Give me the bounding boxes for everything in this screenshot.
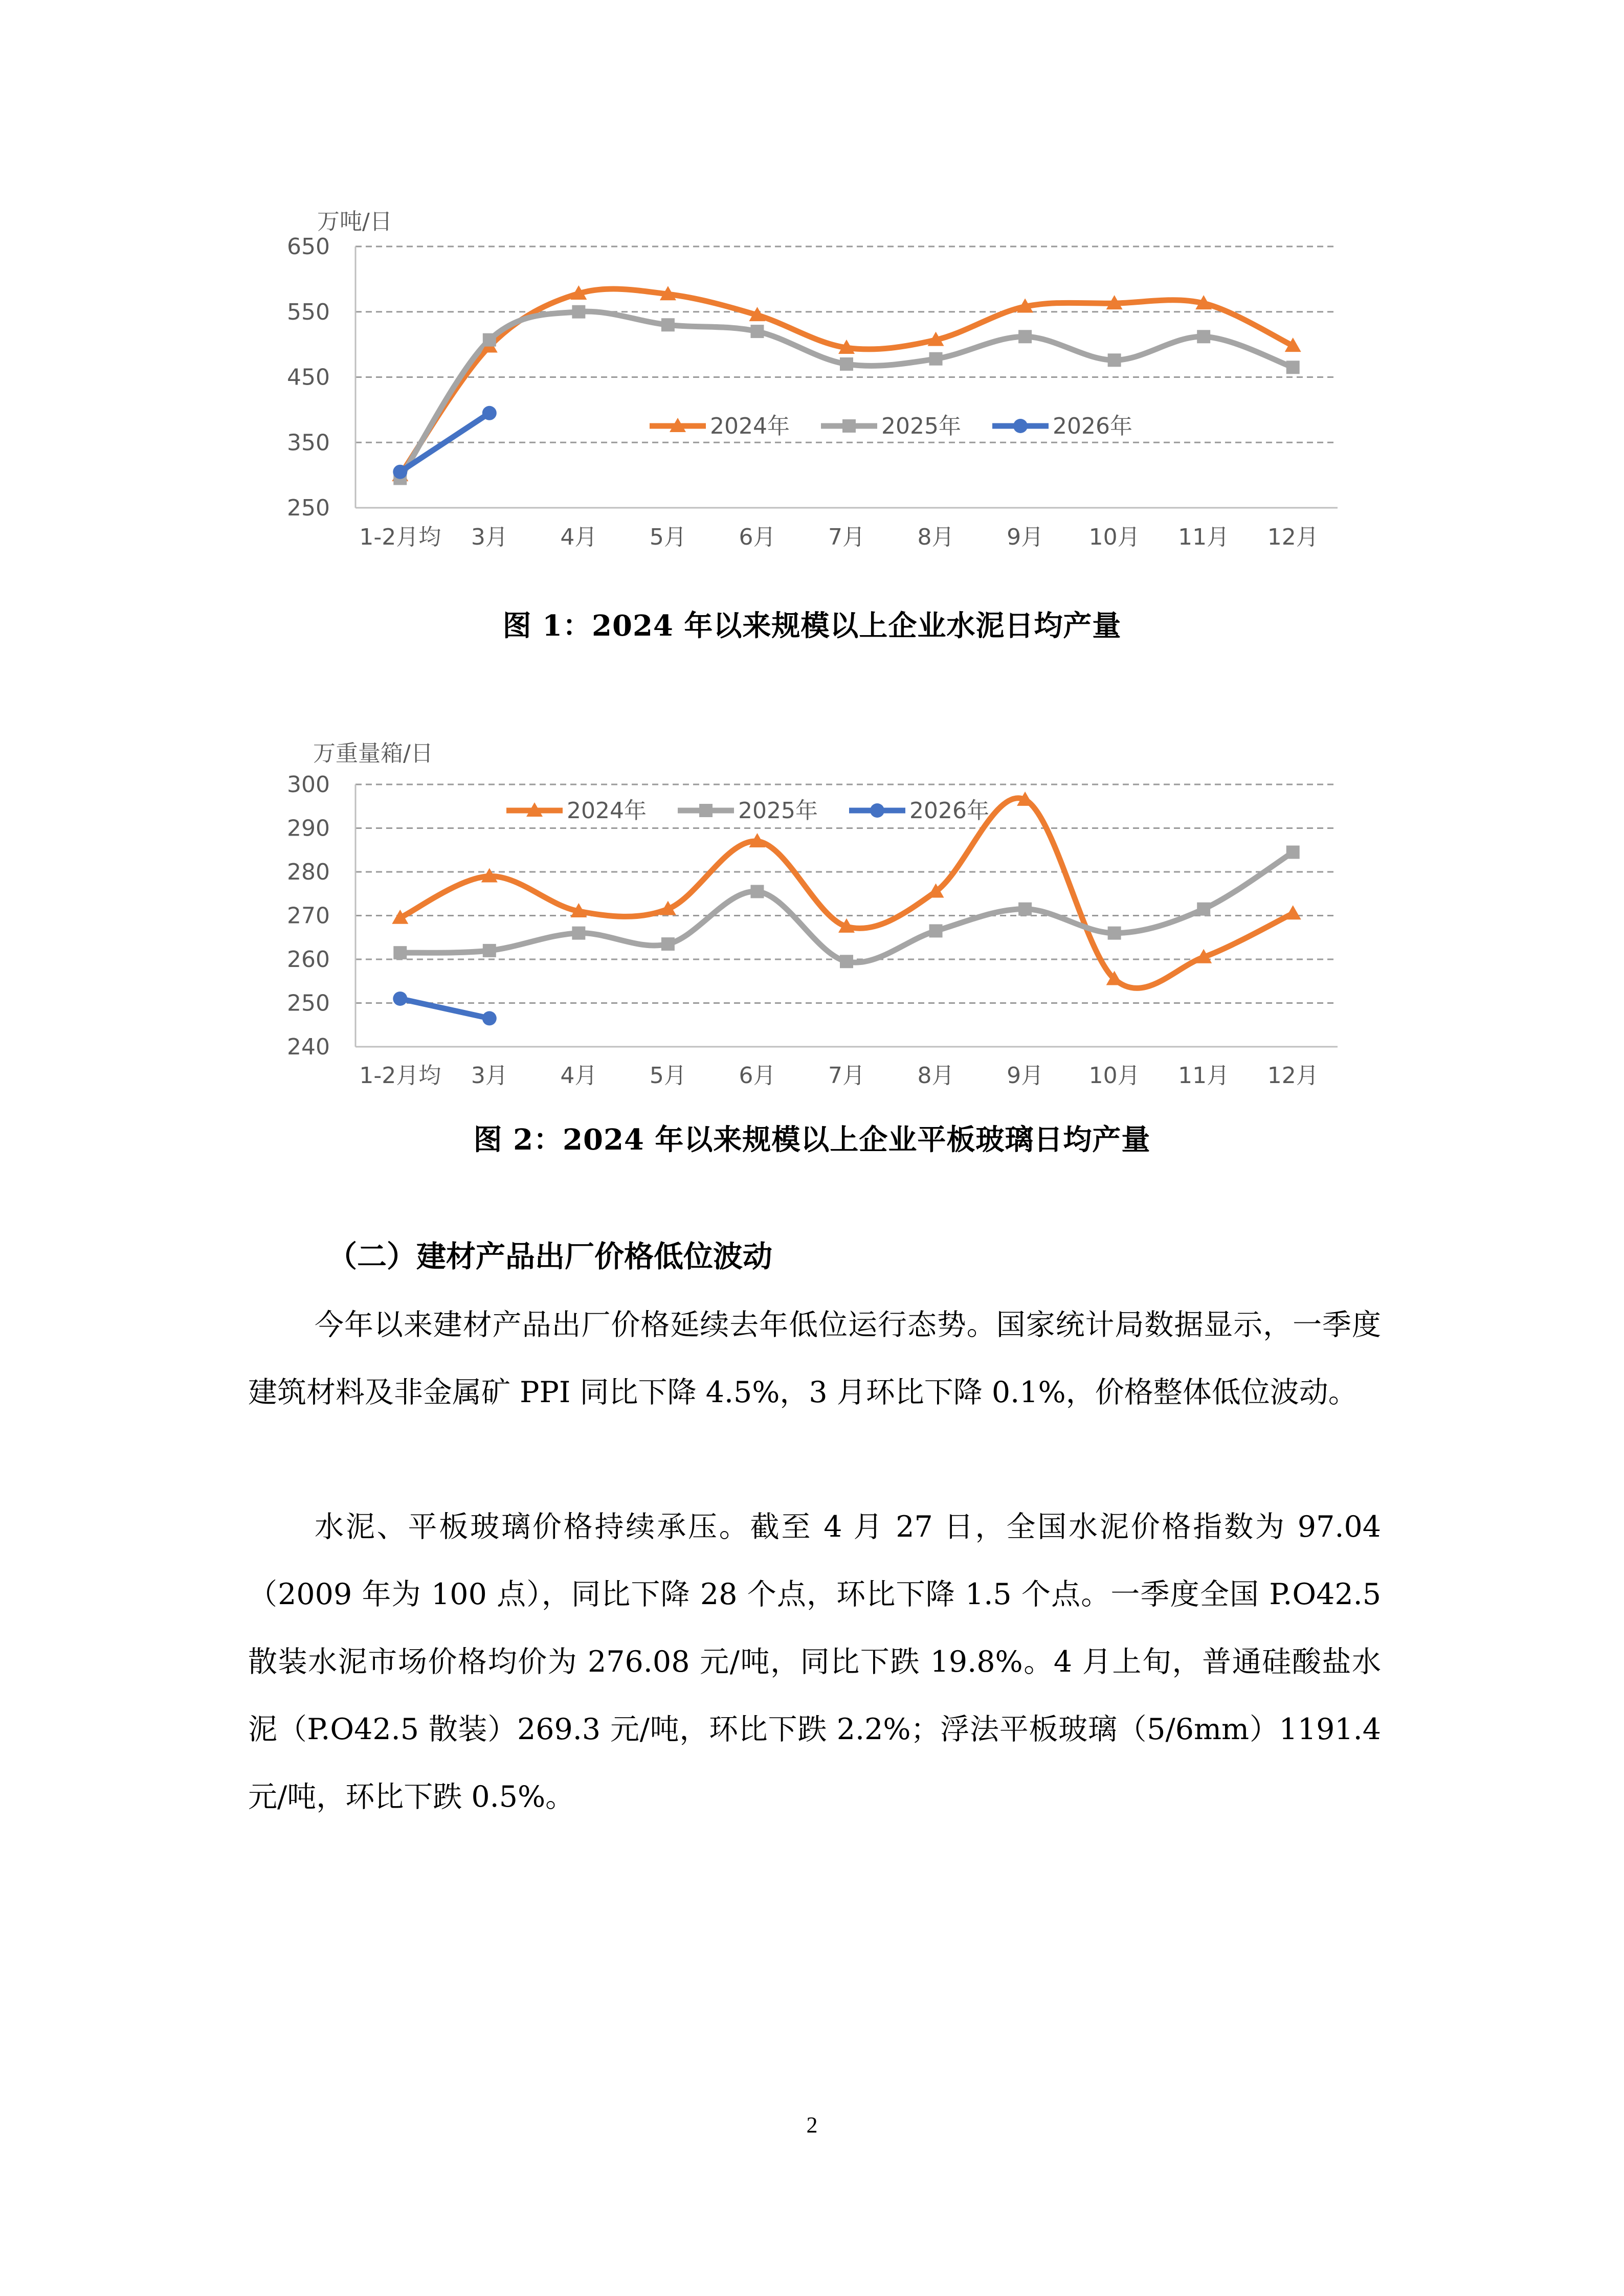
y-tick-label: 240 bbox=[287, 1034, 330, 1060]
data-point bbox=[1018, 330, 1032, 343]
data-point bbox=[572, 927, 585, 940]
x-tick-label: 9月 bbox=[1007, 524, 1044, 550]
data-point bbox=[393, 946, 407, 959]
y-axis-unit-label: 万重量箱/日 bbox=[313, 740, 433, 767]
x-tick-label: 4月 bbox=[560, 524, 597, 550]
x-tick-label: 10月 bbox=[1088, 1063, 1140, 1089]
data-point bbox=[929, 924, 943, 937]
x-tick-label: 5月 bbox=[649, 524, 686, 550]
y-tick-label: 250 bbox=[287, 495, 330, 521]
y-tick-label: 270 bbox=[287, 903, 330, 929]
x-tick-label: 4月 bbox=[560, 1063, 597, 1089]
y-tick-label: 250 bbox=[287, 990, 330, 1017]
x-tick-label: 1-2月均 bbox=[359, 524, 441, 550]
legend-label: 2026年 bbox=[909, 798, 989, 824]
x-tick-label: 12月 bbox=[1267, 524, 1319, 550]
series-line bbox=[400, 999, 490, 1018]
data-point bbox=[1197, 330, 1210, 343]
data-point bbox=[393, 992, 407, 1006]
legend-marker bbox=[842, 419, 856, 433]
data-point bbox=[1018, 903, 1032, 916]
data-point bbox=[750, 325, 764, 338]
paragraph: 水泥、平板玻璃价格持续承压。截至 4 月 27 日，全国水泥价格指数为 97.04（2009 年为 100 点），同比下降 28 个点，环比下降 1.5 个点。一季度全国 P.O42.5 散装水泥市场价格均价为 276.08 元/吨，同比下跌 19.8%。4 月上旬，普通硅酸盐水泥（P.O42.5 散装）269.3 元/吨，环比下跌 2.2%；浮法平板玻璃（5/6mm）1191.4 元/吨，环比下跌 0.5%。 bbox=[248, 1510, 1381, 1814]
page-number: 2 bbox=[806, 2112, 818, 2137]
x-tick-label: 6月 bbox=[739, 524, 776, 550]
data-point bbox=[840, 357, 853, 371]
x-tick-label: 7月 bbox=[828, 524, 865, 550]
data-point bbox=[483, 333, 496, 347]
y-tick-label: 550 bbox=[287, 299, 330, 325]
legend-marker bbox=[1013, 419, 1028, 433]
y-tick-label: 650 bbox=[287, 234, 330, 260]
series-line bbox=[400, 852, 1293, 963]
y-tick-label: 290 bbox=[287, 815, 330, 842]
y-tick-label: 260 bbox=[287, 947, 330, 973]
legend-label: 2025年 bbox=[881, 413, 961, 439]
y-tick-label: 450 bbox=[287, 364, 330, 391]
x-tick-label: 9月 bbox=[1007, 1063, 1044, 1089]
data-point bbox=[1285, 905, 1301, 919]
x-tick-label: 8月 bbox=[917, 524, 954, 550]
y-axis-unit-label: 万吨/日 bbox=[317, 209, 392, 235]
x-tick-label: 12月 bbox=[1267, 1063, 1319, 1089]
y-tick-label: 280 bbox=[287, 859, 330, 885]
data-point bbox=[482, 1011, 497, 1025]
legend-label: 2026年 bbox=[1053, 413, 1132, 439]
x-tick-label: 11月 bbox=[1178, 1063, 1230, 1089]
data-point bbox=[483, 944, 496, 957]
x-tick-label: 5月 bbox=[649, 1063, 686, 1089]
glass-output-chart bbox=[0, 706, 1624, 1115]
cement-output-chart bbox=[0, 0, 1624, 588]
data-point bbox=[393, 465, 407, 479]
series-line bbox=[400, 413, 490, 472]
figure-caption-2: 图 2：2024 年以来规模以上企业平板玻璃日均产量 bbox=[473, 1123, 1151, 1157]
y-tick-label: 350 bbox=[287, 430, 330, 456]
x-tick-label: 11月 bbox=[1178, 524, 1230, 550]
data-point bbox=[840, 955, 853, 968]
data-point bbox=[1197, 903, 1210, 916]
data-point bbox=[661, 318, 675, 331]
x-tick-label: 3月 bbox=[471, 524, 508, 550]
x-tick-label: 8月 bbox=[917, 1063, 954, 1089]
legend-marker bbox=[870, 803, 884, 818]
data-point bbox=[929, 352, 943, 366]
data-point bbox=[482, 406, 497, 420]
figure-caption-1: 图 1：2024 年以来规模以上企业水泥日均产量 bbox=[502, 609, 1122, 643]
data-point bbox=[1108, 927, 1121, 940]
x-tick-label: 1-2月均 bbox=[359, 1063, 441, 1089]
data-point bbox=[750, 885, 764, 898]
x-tick-label: 3月 bbox=[471, 1063, 508, 1089]
x-tick-label: 6月 bbox=[739, 1063, 776, 1089]
section-heading: （二）建材产品出厂价格低位波动 bbox=[327, 1239, 773, 1274]
legend-label: 2024年 bbox=[710, 413, 790, 439]
legend-label: 2025年 bbox=[738, 798, 818, 824]
legend-marker bbox=[699, 804, 713, 817]
x-tick-label: 10月 bbox=[1088, 524, 1140, 550]
legend-label: 2024年 bbox=[567, 798, 647, 824]
data-point bbox=[572, 305, 585, 319]
data-point bbox=[1286, 846, 1300, 859]
paragraph: 今年以来建材产品出厂价格延续去年低位运行态势。国家统计局数据显示，一季度建筑材料及非金属矿 PPI 同比下降 4.5%，3 月环比下降 0.1%，价格整体低位波动。 bbox=[248, 1308, 1381, 1409]
data-point bbox=[661, 937, 675, 951]
data-point bbox=[1286, 361, 1300, 374]
y-tick-label: 300 bbox=[287, 772, 330, 798]
data-point bbox=[1108, 353, 1121, 367]
x-tick-label: 7月 bbox=[828, 1063, 865, 1089]
series-line bbox=[400, 311, 1293, 478]
